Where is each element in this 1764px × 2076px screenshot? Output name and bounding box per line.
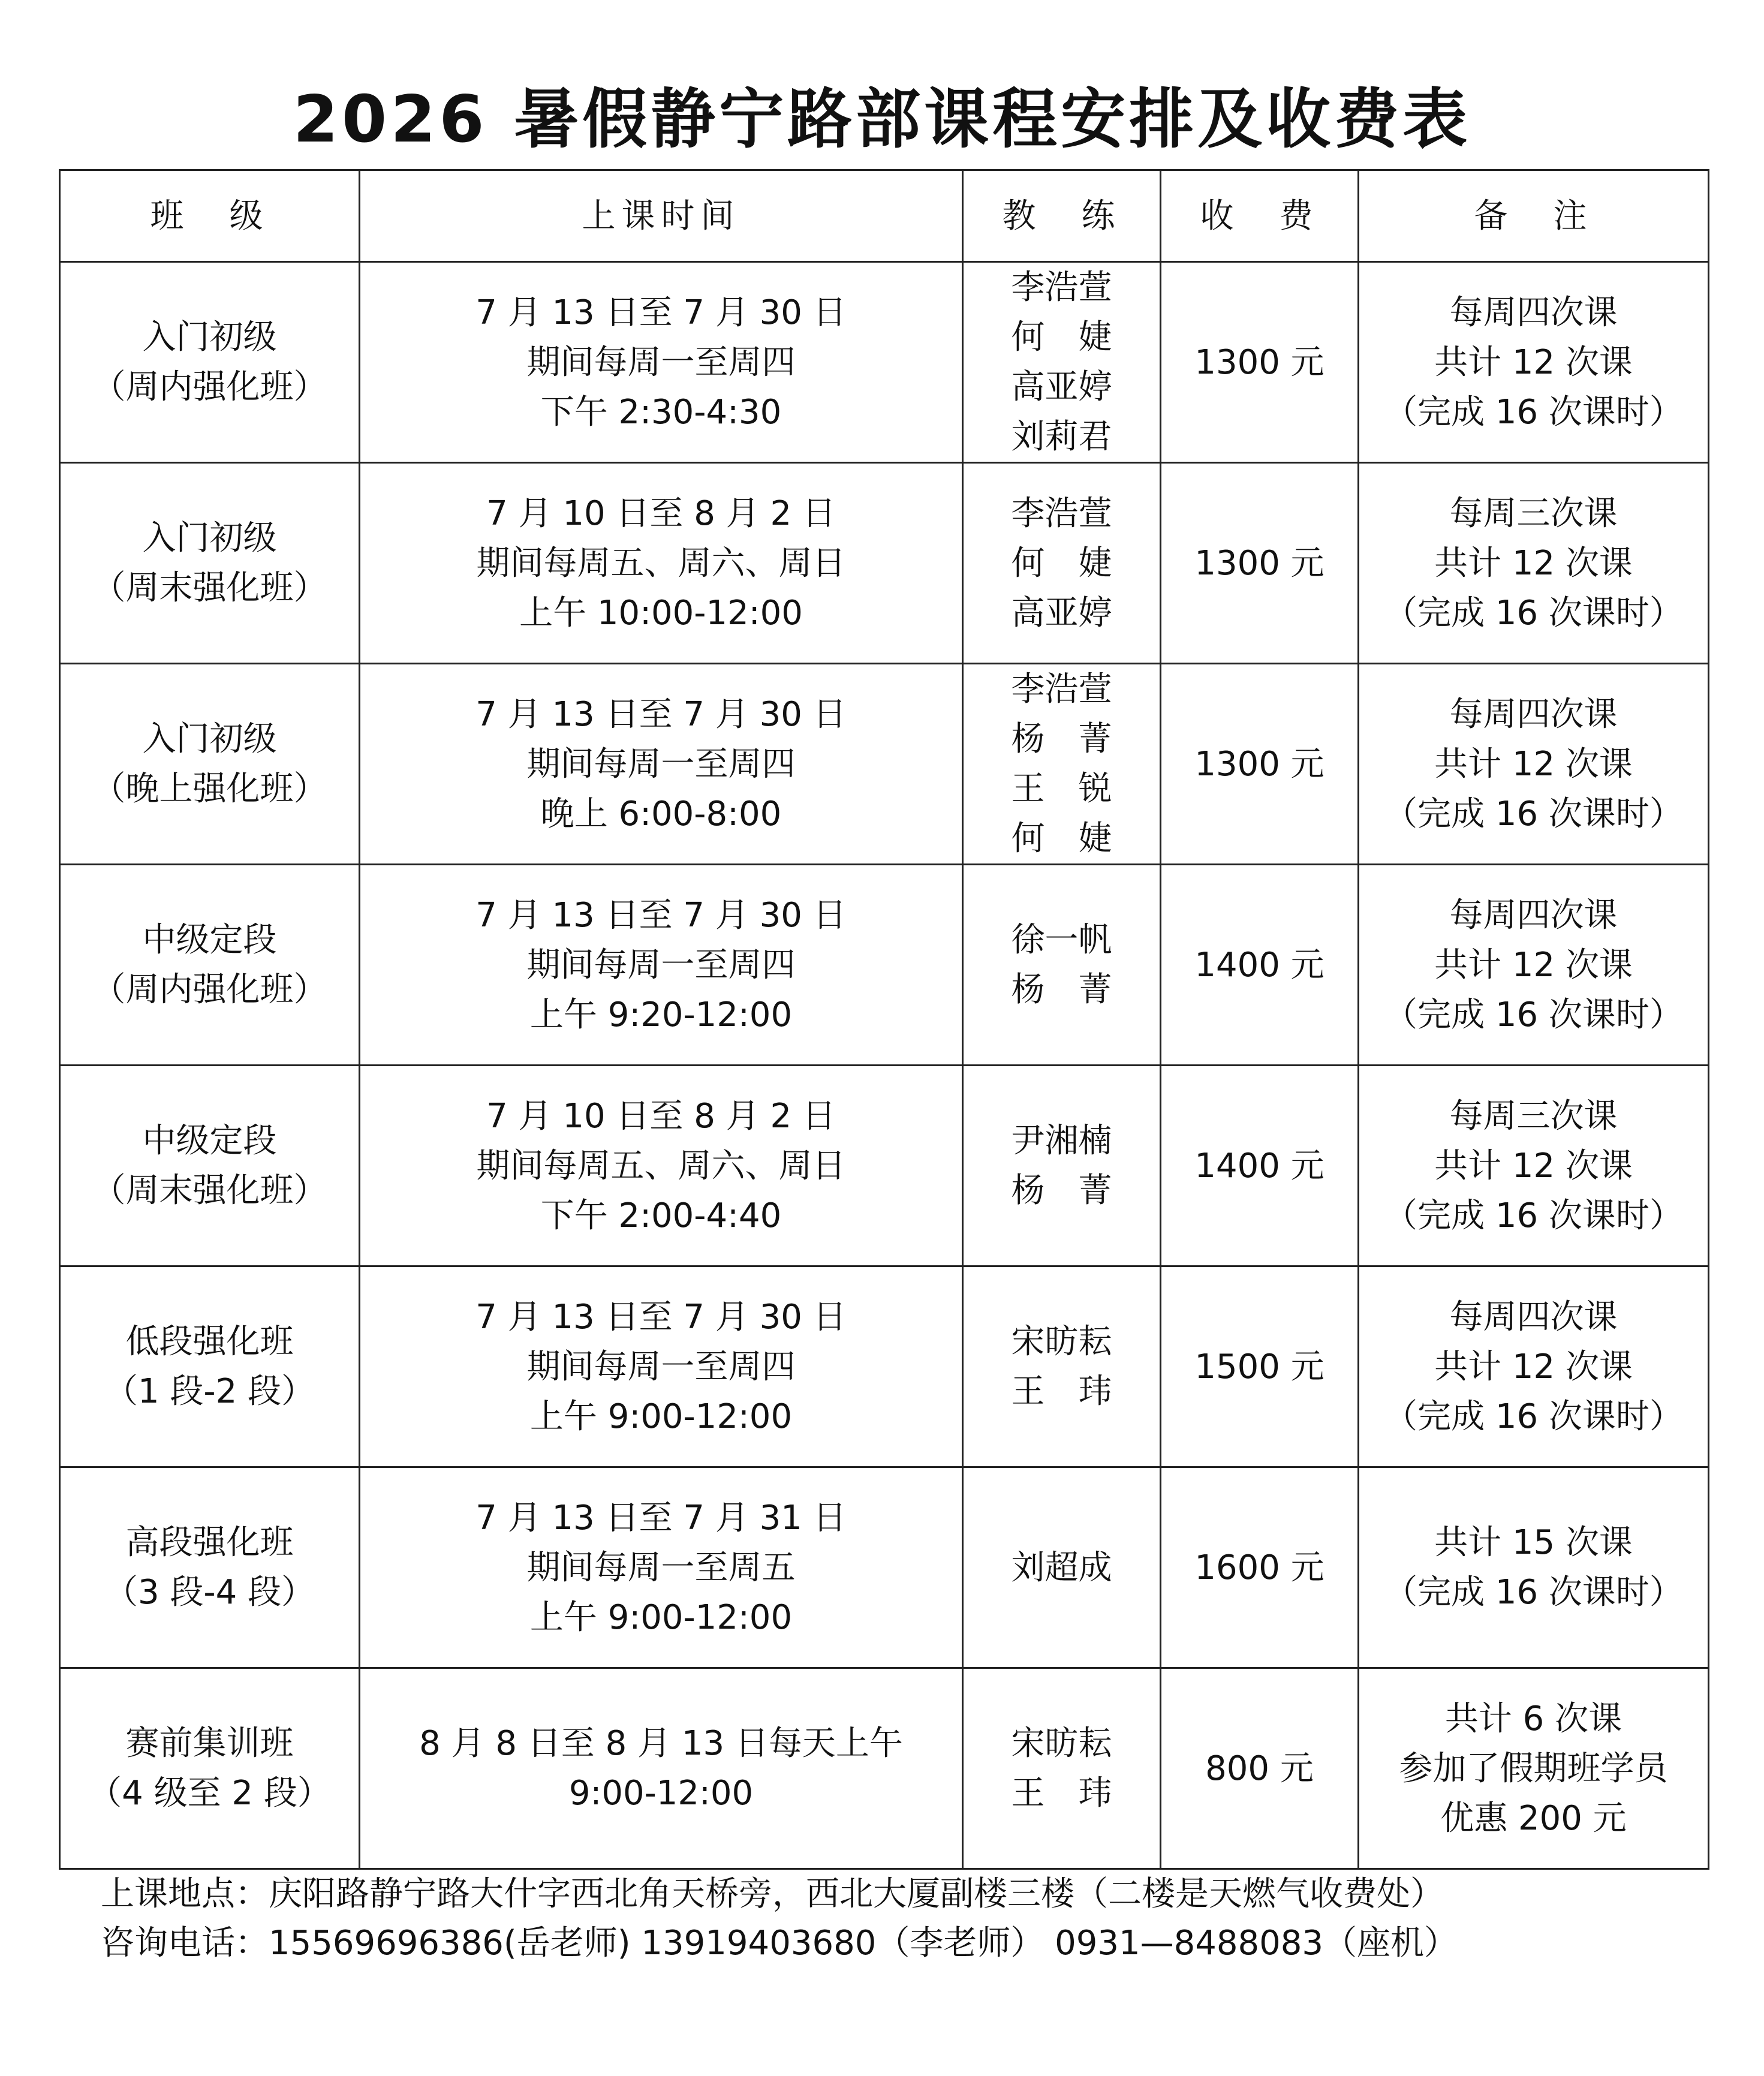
time-line: 晚上 6:00-8:00: [540, 794, 782, 834]
table-row: [60, 1266, 1709, 1467]
class-line: （周内强化班）: [92, 970, 327, 1009]
coach-name: 徐一帆: [1011, 920, 1112, 959]
note-line: 每周四次课: [1449, 694, 1618, 734]
note-line: （完成 16 次课时）: [1384, 794, 1683, 834]
class-line: （1 段-2 段）: [104, 1372, 315, 1411]
note-cell: [1359, 865, 1709, 1066]
fee-cell: 1600 元: [1161, 1467, 1359, 1668]
note-line: 共计 12 次课: [1434, 945, 1633, 985]
class-line: 中级定段: [142, 1121, 277, 1160]
note-cell: [1359, 664, 1709, 865]
time-line: 期间每周五、周六、周日: [476, 543, 846, 583]
note-line: （完成 16 次课时）: [1384, 1196, 1683, 1235]
time-line: 9:00-12:00: [568, 1774, 754, 1813]
coach-name: 王 锐: [1011, 769, 1112, 808]
time-line: 期间每周一至周四: [526, 1347, 796, 1386]
note-line: 每周三次课: [1449, 1096, 1618, 1136]
fee-cell: 1300 元: [1161, 262, 1359, 463]
coach-name: 李浩萱: [1011, 268, 1112, 307]
page-title: 2026 暑假静宁路部课程安排及收费表: [293, 82, 1471, 157]
note-line: （完成 16 次课时）: [1384, 392, 1683, 432]
class-cell: [60, 664, 360, 865]
course-fee-table: [59, 169, 1709, 1870]
time-line: 期间每周一至周四: [526, 744, 796, 784]
class-cell: [60, 1467, 360, 1668]
class-line: （晚上强化班）: [92, 769, 327, 808]
coach-cell: [963, 1668, 1161, 1869]
table-row: [60, 1467, 1709, 1668]
time-cell: [360, 664, 963, 865]
time-line: 7 月 10 日至 8 月 2 日: [486, 494, 836, 533]
time-line: 7 月 10 日至 8 月 2 日: [486, 1096, 836, 1136]
class-line: （周末强化班）: [92, 1171, 327, 1210]
note-line: 共计 6 次课: [1444, 1699, 1622, 1738]
coach-name: 何 婕: [1011, 318, 1112, 357]
coach-cell: [963, 463, 1161, 664]
time-line: 期间每周一至周五: [526, 1548, 796, 1587]
time-line: 上午 10:00-12:00: [519, 593, 803, 633]
class-line: （3 段-4 段）: [104, 1573, 315, 1612]
table-row: [60, 1066, 1709, 1266]
class-cell: [60, 463, 360, 664]
coach-name: 高亚婷: [1011, 368, 1112, 407]
note-line: （完成 16 次课时）: [1384, 1397, 1683, 1436]
time-line: 7 月 13 日至 7 月 30 日: [475, 1297, 847, 1337]
note-cell: [1359, 463, 1709, 664]
fee-cell: 1500 元: [1161, 1266, 1359, 1467]
time-line: 上午 9:20-12:00: [529, 995, 793, 1034]
note-line: （完成 16 次课时）: [1384, 995, 1683, 1034]
time-line: 7 月 13 日至 7 月 30 日: [475, 895, 847, 935]
note-line: 共计 12 次课: [1434, 543, 1633, 583]
fee-cell: 1300 元: [1161, 664, 1359, 865]
coach-name: 杨 菁: [1011, 720, 1112, 759]
time-line: 下午 2:00-4:40: [540, 1196, 782, 1235]
footer: [101, 1870, 1720, 1968]
time-cell: [360, 1467, 963, 1668]
header-fee: 收 费: [1161, 170, 1359, 262]
coach-cell: [963, 1266, 1161, 1467]
time-line: 期间每周五、周六、周日: [476, 1146, 846, 1186]
note-line: 每周四次课: [1449, 293, 1618, 332]
coach-name: 李浩萱: [1011, 494, 1112, 533]
table-row: [60, 664, 1709, 865]
class-line: 入门初级: [142, 318, 277, 357]
note-line: 共计 12 次课: [1434, 744, 1633, 784]
coach-name: 宋昉耘: [1011, 1322, 1112, 1361]
coach-name: 高亚婷: [1011, 593, 1112, 633]
class-line: 入门初级: [142, 720, 277, 759]
note-line: 每周四次课: [1449, 895, 1618, 935]
note-cell: [1359, 1266, 1709, 1467]
fee-cell: 800 元: [1161, 1668, 1359, 1869]
class-cell: [60, 1668, 360, 1869]
coach-name: 杨 菁: [1011, 1171, 1112, 1210]
note-line: （完成 16 次课时）: [1384, 593, 1683, 633]
coach-name: 刘超成: [1011, 1548, 1112, 1587]
coach-name: 杨 菁: [1011, 970, 1112, 1009]
coach-name: 王 玮: [1011, 1774, 1112, 1813]
table-body: [60, 262, 1709, 1869]
class-line: （周内强化班）: [92, 368, 327, 407]
fee-cell: 1400 元: [1161, 865, 1359, 1066]
contact-phone: 咨询电话：15569696386(岳老师) 13919403680（李老师） 0931—8488083（座机）: [101, 1924, 1458, 1963]
table-header-row: [60, 170, 1709, 262]
class-line: 赛前集训班: [125, 1724, 294, 1763]
note-line: 优惠 200 元: [1440, 1798, 1627, 1838]
class-cell: [60, 262, 360, 463]
time-cell: [360, 1668, 963, 1869]
time-cell: [360, 1266, 963, 1467]
time-line: 期间每周一至周四: [526, 945, 796, 985]
time-line: 上午 9:00-12:00: [529, 1397, 793, 1436]
note-line: 共计 12 次课: [1434, 1146, 1633, 1186]
header-class: 班 级: [60, 170, 360, 262]
class-line: 高段强化班: [125, 1523, 294, 1562]
time-cell: [360, 865, 963, 1066]
table-row: [60, 1668, 1709, 1869]
header-time: 上课时间: [360, 170, 963, 262]
note-line: 每周三次课: [1449, 494, 1618, 533]
coach-name: 李浩萱: [1011, 670, 1112, 709]
class-cell: [60, 1066, 360, 1266]
header-note: 备 注: [1359, 170, 1709, 262]
time-line: 上午 9:00-12:00: [529, 1597, 793, 1637]
fee-cell: 1400 元: [1161, 1066, 1359, 1266]
coach-name: 尹湘楠: [1011, 1121, 1112, 1160]
fee-cell: 1300 元: [1161, 463, 1359, 664]
coach-cell: [963, 664, 1161, 865]
class-cell: [60, 1266, 360, 1467]
table-row: [60, 262, 1709, 463]
class-line: （4 级至 2 段）: [88, 1774, 331, 1813]
note-cell: [1359, 1668, 1709, 1869]
class-line: 中级定段: [142, 920, 277, 959]
coach-cell: [963, 865, 1161, 1066]
class-address: 上课地点：庆阳路静宁路大什字西北角天桥旁，西北大厦副楼三楼（二楼是天燃气收费处）: [101, 1875, 1444, 1913]
coach-name: 王 玮: [1011, 1372, 1112, 1411]
class-cell: [60, 865, 360, 1066]
note-cell: [1359, 262, 1709, 463]
time-line: 8 月 8 日至 8 月 13 日每天上午: [419, 1724, 903, 1763]
time-line: 7 月 13 日至 7 月 30 日: [475, 694, 847, 734]
time-cell: [360, 262, 963, 463]
header-coach: 教 练: [963, 170, 1161, 262]
note-line: 共计 15 次课: [1434, 1523, 1633, 1562]
coach-cell: [963, 262, 1161, 463]
note-cell: [1359, 1467, 1709, 1668]
coach-cell: [963, 1467, 1161, 1668]
coach-cell: [963, 1066, 1161, 1266]
time-line: 期间每周一至周四: [526, 342, 796, 382]
table-row: [60, 865, 1709, 1066]
coach-name: 何 婕: [1011, 819, 1112, 858]
note-cell: [1359, 1066, 1709, 1266]
time-line: 7 月 13 日至 7 月 31 日: [475, 1498, 847, 1538]
class-line: （周末强化班）: [92, 568, 327, 607]
note-line: 共计 12 次课: [1434, 342, 1633, 382]
table-row: [60, 463, 1709, 664]
note-line: 参加了假期班学员: [1399, 1749, 1668, 1788]
coach-name: 宋昉耘: [1011, 1724, 1112, 1763]
note-line: （完成 16 次课时）: [1384, 1573, 1683, 1612]
class-line: 入门初级: [142, 519, 277, 558]
time-line: 7 月 13 日至 7 月 30 日: [475, 293, 847, 332]
coach-name: 何 婕: [1011, 543, 1112, 583]
time-cell: [360, 1066, 963, 1266]
note-line: 共计 12 次课: [1434, 1347, 1633, 1386]
class-line: 低段强化班: [125, 1322, 294, 1361]
time-line: 下午 2:30-4:30: [540, 392, 782, 432]
note-line: 每周四次课: [1449, 1297, 1618, 1337]
coach-name: 刘莉君: [1011, 417, 1112, 456]
time-cell: [360, 463, 963, 664]
